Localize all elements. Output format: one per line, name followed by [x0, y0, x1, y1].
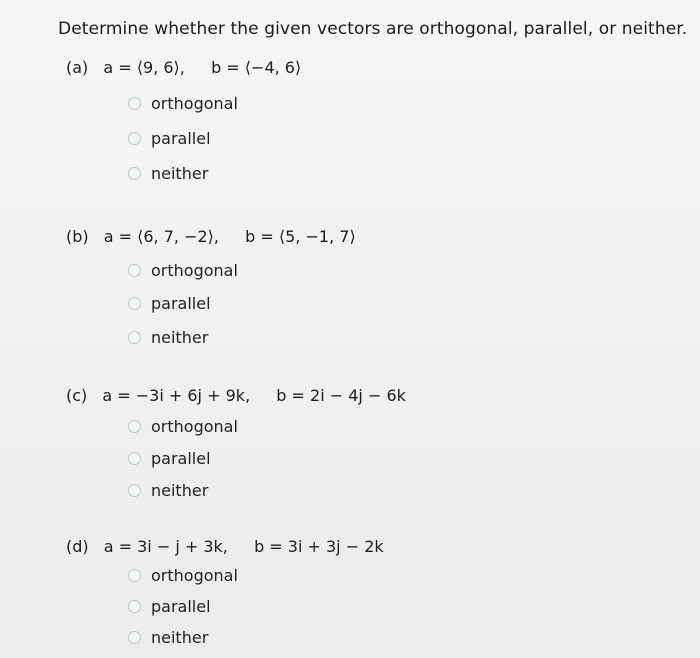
- radio-circle-icon[interactable]: [128, 420, 141, 433]
- part-c-option-parallel[interactable]: parallel: [128, 447, 211, 469]
- part-a-label: (a): [66, 58, 89, 77]
- part-a-option-orthogonal[interactable]: orthogonal: [128, 92, 238, 114]
- radio-circle-icon[interactable]: [128, 264, 141, 277]
- part-b-label: (b): [66, 227, 89, 246]
- part-d-label: (d): [66, 537, 89, 556]
- part-d-vector-a: a = 3i − j + 3k,: [103, 537, 228, 556]
- radio-circle-icon[interactable]: [128, 600, 141, 613]
- part-c-option-orthogonal[interactable]: orthogonal: [128, 415, 238, 437]
- part-c-option-neither[interactable]: neither: [128, 479, 208, 501]
- part-a-vector-b: b = ⟨−4, 6⟩: [211, 58, 302, 77]
- radio-circle-icon[interactable]: [128, 569, 141, 582]
- radio-circle-icon[interactable]: [128, 452, 141, 465]
- part-d-option-orthogonal[interactable]: orthogonal: [128, 564, 238, 586]
- part-a-vectors: [66, 58, 301, 77]
- part-d-vector-b: b = 3i + 3j − 2k: [254, 537, 384, 556]
- part-d-option-neither[interactable]: neither: [128, 626, 208, 648]
- radio-circle-icon[interactable]: [128, 331, 141, 344]
- radio-circle-icon[interactable]: [128, 484, 141, 497]
- radio-circle-icon[interactable]: [128, 167, 141, 180]
- part-c-vector-a: a = −3i + 6j + 9k,: [102, 386, 251, 405]
- part-b-vectors: [66, 227, 356, 246]
- part-c-vectors: [66, 386, 406, 405]
- radio-circle-icon[interactable]: [128, 132, 141, 145]
- part-b-vector-b: b = ⟨5, −1, 7⟩: [245, 227, 356, 246]
- radio-circle-icon[interactable]: [128, 631, 141, 644]
- part-d-vectors: [66, 537, 384, 556]
- part-b-vector-a: a = ⟨6, 7, −2⟩,: [103, 227, 219, 246]
- part-b-option-parallel[interactable]: parallel: [128, 292, 211, 314]
- part-a-vector-a: a = ⟨9, 6⟩,: [103, 58, 185, 77]
- part-b-option-orthogonal[interactable]: orthogonal: [128, 259, 238, 281]
- part-c-label: (c): [66, 386, 88, 405]
- radio-circle-icon[interactable]: [128, 97, 141, 110]
- part-c-vector-b: b = 2i − 4j − 6k: [276, 386, 406, 405]
- part-a-option-parallel[interactable]: parallel: [128, 127, 211, 149]
- part-a-option-neither[interactable]: neither: [128, 162, 208, 184]
- question-title: Determine whether the given vectors are orthogonal, parallel, or neither.: [58, 19, 688, 39]
- radio-circle-icon[interactable]: [128, 297, 141, 310]
- part-b-option-neither[interactable]: neither: [128, 326, 208, 348]
- part-d-option-parallel[interactable]: parallel: [128, 595, 211, 617]
